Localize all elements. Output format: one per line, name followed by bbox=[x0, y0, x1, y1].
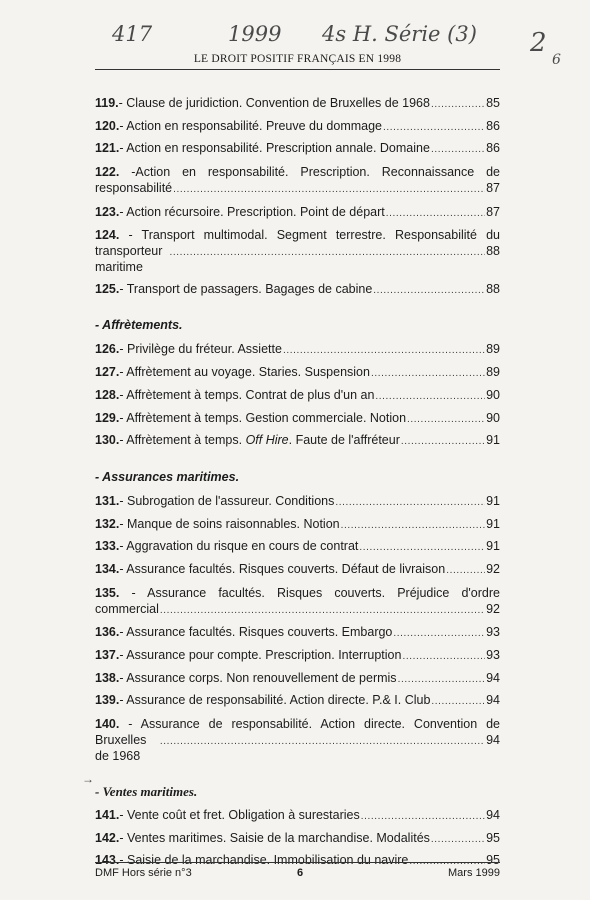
entry-number: 119. bbox=[95, 96, 119, 110]
entry-title-continued: Bruxelles de 1968 bbox=[95, 732, 147, 763]
entry-number: 137. bbox=[95, 647, 120, 662]
section-heading: - Affrètements. bbox=[95, 318, 183, 333]
dot-leader bbox=[173, 182, 485, 198]
toc-entry[interactable] bbox=[95, 227, 500, 275]
toc-entry[interactable] bbox=[95, 671, 500, 694]
entry-page: 90 bbox=[486, 410, 500, 425]
toc-entry[interactable] bbox=[95, 96, 500, 119]
section-heading: - Ventes maritimes. bbox=[95, 783, 198, 799]
entry-title: - Assurance facultés. Risques couverts. Préjudice d'ordre bbox=[119, 585, 500, 600]
footer-rule bbox=[95, 862, 500, 863]
toc-entry[interactable] bbox=[95, 119, 500, 142]
dot-leader bbox=[170, 245, 486, 261]
entry-title-continued: commercial bbox=[95, 601, 159, 616]
toc-entry[interactable] bbox=[95, 433, 500, 456]
entry-number: 132. bbox=[95, 516, 120, 531]
entry-number: 131. bbox=[95, 493, 120, 508]
dot-leader bbox=[383, 120, 485, 135]
entry-page: 87 bbox=[486, 181, 500, 196]
toc-entry[interactable] bbox=[95, 808, 500, 831]
entry-title: - Assurance de responsabilité. Action directe. Convention de bbox=[119, 716, 500, 731]
entry-title: - Affrètement au voyage. Staries. Suspension bbox=[119, 365, 370, 380]
entry-page: 88 bbox=[486, 281, 500, 296]
dot-leader bbox=[160, 734, 485, 750]
toc-entry[interactable] bbox=[95, 648, 500, 671]
entry-number: 136. bbox=[95, 625, 120, 640]
entry-title: - Manque de soins raisonnables. Notion bbox=[119, 516, 340, 531]
entry-page: 95 bbox=[486, 830, 500, 845]
entry-page: 91 bbox=[486, 433, 500, 448]
handwritten-note-year: 1999 bbox=[228, 22, 282, 46]
toc-entry[interactable] bbox=[95, 494, 500, 517]
entry-title: - Assurance de responsabilité. Action directe. P.& I. Club bbox=[119, 693, 431, 708]
entry-number: 121. bbox=[95, 141, 120, 156]
entry-title: - Action en responsabilité. Preuve du dommage bbox=[119, 118, 382, 133]
toc-entry[interactable] bbox=[95, 365, 500, 388]
toc-entry[interactable] bbox=[95, 205, 500, 228]
entry-title: - Aggravation du risque en cours de contrat bbox=[119, 539, 359, 554]
entry-page: 92 bbox=[486, 601, 500, 616]
entry-number: 133. bbox=[95, 539, 120, 554]
dot-leader bbox=[373, 283, 485, 298]
entry-page: 93 bbox=[486, 625, 500, 640]
entry-number: 142. bbox=[95, 830, 120, 845]
header-rule bbox=[95, 69, 500, 70]
dot-leader bbox=[361, 809, 485, 824]
toc-entry[interactable] bbox=[95, 831, 500, 854]
dot-leader bbox=[431, 832, 485, 847]
entry-title-continued: responsabilité bbox=[95, 181, 173, 196]
dot-leader bbox=[398, 672, 486, 687]
handwritten-arrow-icon: → bbox=[82, 772, 94, 786]
entry-page: 93 bbox=[486, 647, 500, 662]
entry-title: - Transport multimodal. Segment terrestre. Responsabilité du bbox=[119, 228, 500, 243]
entry-number: 123. bbox=[95, 204, 120, 219]
entry-number: 125. bbox=[95, 281, 120, 296]
dot-leader bbox=[431, 97, 485, 112]
dot-leader bbox=[160, 603, 485, 619]
dot-leader bbox=[386, 206, 485, 221]
entry-title: -Action en responsabilité. Prescription. Reconnaissance de bbox=[119, 165, 500, 180]
entry-number: 140. bbox=[95, 716, 120, 731]
entry-page: 86 bbox=[486, 118, 500, 133]
entry-page: 89 bbox=[486, 342, 500, 357]
entry-title: - Assurance pour compte. Prescription. Interruption bbox=[119, 647, 402, 662]
entry-number: 122. bbox=[95, 165, 120, 180]
entry-number: 127. bbox=[95, 365, 120, 380]
entry-title: - Privilège du fréteur. Assiette bbox=[119, 342, 282, 357]
entry-number: 124. bbox=[95, 228, 120, 243]
entry-title: - Transport de passagers. Bagages de cabine bbox=[119, 281, 373, 296]
dot-leader bbox=[393, 626, 485, 641]
toc-entry[interactable] bbox=[95, 282, 500, 305]
toc-entry[interactable] bbox=[95, 164, 500, 198]
toc-entry[interactable] bbox=[95, 517, 500, 540]
entry-page: 88 bbox=[486, 244, 500, 259]
entry-page: 92 bbox=[486, 561, 500, 576]
handwritten-note-2: 2 bbox=[530, 28, 547, 58]
dot-leader bbox=[371, 366, 485, 381]
toc-entry[interactable] bbox=[95, 342, 500, 365]
entry-number: 139. bbox=[95, 693, 120, 708]
table-of-contents bbox=[95, 96, 500, 876]
entry-page: 90 bbox=[486, 387, 500, 402]
toc-entry[interactable] bbox=[95, 411, 500, 434]
entry-page: 91 bbox=[486, 539, 500, 554]
dot-leader bbox=[341, 518, 485, 533]
entry-title: - Ventes maritimes. Saisie de la marchandise. Modalités bbox=[119, 830, 430, 845]
toc-entry[interactable] bbox=[95, 625, 500, 648]
toc-entry[interactable] bbox=[95, 693, 500, 716]
entry-number: 120. bbox=[95, 118, 120, 133]
dot-leader bbox=[446, 563, 485, 578]
dot-leader bbox=[359, 540, 485, 555]
entry-title: - Assurance facultés. Risques couverts. Embargo bbox=[119, 625, 393, 640]
entry-number: 130. bbox=[95, 433, 120, 448]
footer-date: Mars 1999 bbox=[448, 867, 500, 879]
dot-leader bbox=[431, 694, 485, 709]
entry-page: 94 bbox=[486, 807, 500, 822]
entry-page: 91 bbox=[486, 493, 500, 508]
entry-number: 135. bbox=[95, 585, 120, 600]
dot-leader bbox=[431, 142, 485, 157]
entry-number: 129. bbox=[95, 410, 120, 425]
toc-entry[interactable] bbox=[95, 141, 500, 164]
entry-number: 141. bbox=[95, 807, 120, 822]
toc-entry[interactable] bbox=[95, 585, 500, 619]
entry-title: - Affrètement à temps. Gestion commerciale. Notion bbox=[119, 410, 407, 425]
toc-entry[interactable] bbox=[95, 716, 500, 764]
dot-leader bbox=[283, 343, 485, 358]
entry-title-continued: transporteur maritime bbox=[95, 244, 163, 275]
entry-page: 94 bbox=[486, 670, 500, 685]
entry-title: - Assurance corps. Non renouvellement de permis bbox=[119, 670, 397, 685]
entry-number: 138. bbox=[95, 670, 120, 685]
entry-page: 94 bbox=[486, 732, 500, 747]
dot-leader bbox=[401, 434, 485, 449]
handwritten-note-6: 6 bbox=[552, 52, 561, 68]
section-heading: - Assurances maritimes. bbox=[95, 469, 240, 484]
entry-page: 89 bbox=[486, 365, 500, 380]
dot-leader bbox=[407, 412, 485, 427]
entry-page: 95 bbox=[486, 853, 500, 868]
entry-title: - Affrètement à temps. Contrat de plus d'un an bbox=[119, 387, 375, 402]
dot-leader bbox=[402, 649, 485, 664]
entry-number: 134. bbox=[95, 561, 120, 576]
entry-page: 86 bbox=[486, 141, 500, 156]
footer-publication: DMF Hors série n°3 bbox=[95, 867, 192, 879]
entry-title: - Vente coût et fret. Obligation à surestaries bbox=[119, 807, 360, 822]
dot-leader bbox=[335, 495, 485, 510]
handwritten-note-series: 4s H. Série (3) bbox=[322, 22, 477, 46]
entry-title: - Action récursoire. Prescription. Point de départ bbox=[119, 204, 385, 219]
entry-page: 87 bbox=[486, 204, 500, 219]
entry-title: - Action en responsabilité. Prescription annale. Domaine bbox=[119, 141, 430, 156]
entry-title: - Affrètement à temps. Off Hire. Faute de l'affréteur bbox=[119, 433, 400, 448]
entry-title: - Clause de juridiction. Convention de Bruxelles de 1968 bbox=[118, 96, 430, 110]
entry-number: 128. bbox=[95, 387, 120, 402]
entry-page: 85 bbox=[486, 96, 500, 110]
entry-title: - Saisie de la marchandise. Immobilisation du navire bbox=[119, 853, 409, 868]
footer-page-number: 6 bbox=[297, 867, 304, 879]
dot-leader bbox=[375, 389, 485, 404]
running-head: LE DROIT POSITIF FRANÇAIS EN 1998 bbox=[193, 53, 402, 65]
entry-page: 94 bbox=[486, 693, 500, 708]
entry-title: - Subrogation de l'assureur. Conditions bbox=[119, 493, 335, 508]
entry-page: 91 bbox=[486, 516, 500, 531]
entry-number: 143. bbox=[95, 853, 120, 868]
entry-number: 126. bbox=[95, 342, 120, 357]
toc-entry[interactable] bbox=[95, 388, 500, 411]
toc-entry[interactable] bbox=[95, 539, 500, 562]
toc-entry[interactable] bbox=[95, 562, 500, 585]
entry-title: - Assurance facultés. Risques couverts. Défaut de livraison bbox=[119, 561, 446, 576]
handwritten-note-417: 417 bbox=[112, 22, 153, 46]
